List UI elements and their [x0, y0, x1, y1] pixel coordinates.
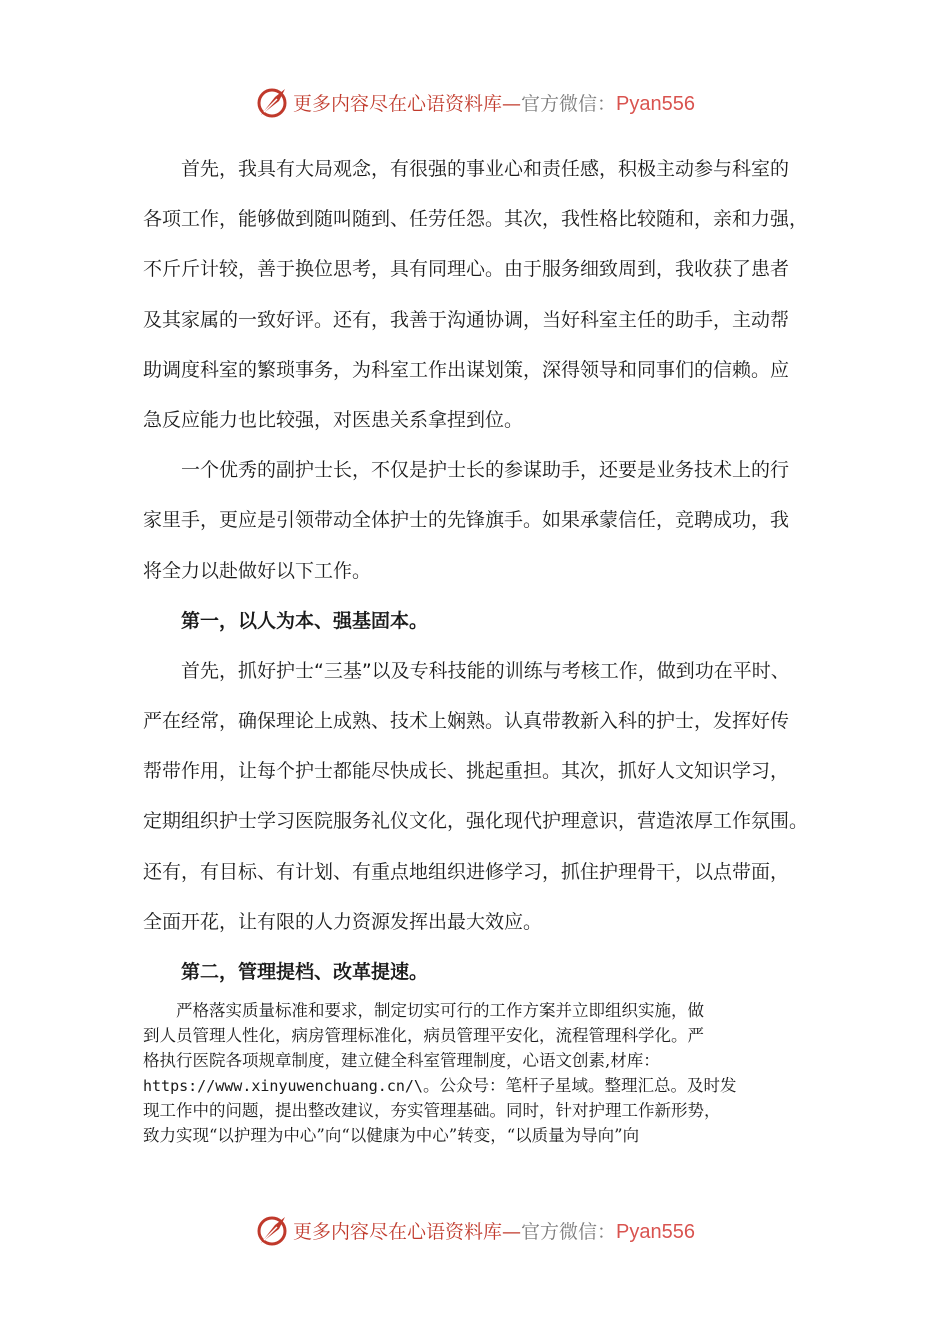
footer-banner — [0, 1210, 950, 1250]
paragraph-line: 不斤斤计较，善于换位思考，具有同理心。由于服务细致周到，我收获了患者 — [143, 258, 790, 281]
paragraph-line: 一个优秀的副护士长，不仅是护士长的参谋助手，还要是业务技术上的行 — [143, 459, 790, 482]
paragraph-line: 帮带作用，让每个护士都能尽快成长、挑起重担。其次，抓好人文知识学习， — [143, 760, 790, 783]
paragraph-line: 定期组织护士学习医院服务礼仪文化，强化现代护理意识，营造浓厚工作氛围。 — [143, 810, 809, 833]
source-url: https://www.xinyuwenchuang.cn/\ — [143, 1077, 423, 1095]
paragraph-line: 格执行医院各项规章制度，建立健全科室管理制度，心语文创素,材库： — [143, 1051, 660, 1070]
paragraph-line: 首先，我具有大局观念，有很强的事业心和责任感，积极主动参与科室的 — [143, 158, 790, 180]
banner-dash: — — [502, 92, 522, 115]
section-heading: 第二，管理提档、改革提速。 — [143, 961, 429, 983]
paragraph-line: 现工作中的问题，提出整改建议，夯实管理基础。同时，针对护理工作新形势， — [143, 1101, 721, 1120]
paragraph-line — [143, 1073, 811, 1098]
small-paragraph — [143, 998, 811, 1148]
banner-dash: — — [502, 1220, 522, 1243]
paragraph-line: 首先，抓好护士“三基”以及专科技能的训练与考核工作，做到功在平时、 — [143, 659, 790, 682]
paragraph-line: 还有，有目标、有计划、有重点地组织进修学习，抓住护理骨干，以点带面， — [143, 860, 790, 883]
paragraph-line: 严在经常，确保理论上成熟、技术上娴熟。认真带教新入科的护士，发挥好传 — [143, 710, 790, 733]
quill-logo-icon — [255, 85, 289, 119]
quill-logo-icon — [255, 1213, 289, 1247]
url-trailing-text: 。公众号：笔杆子星域。整理汇总。及时发 — [422, 1076, 737, 1095]
paragraph-line: 严格落实质量标准和要求，制定切实可行的工作方案并立即组织实施，做 — [143, 1001, 704, 1020]
paragraph-line: 到人员管理人性化，病房管理标准化，病员管理平安化，流程管理科学化。严 — [143, 1026, 704, 1045]
banner-wechat-id: Pyan556 — [616, 92, 695, 115]
banner-wechat-id: Pyan556 — [616, 1220, 695, 1243]
banner-main-text: 更多内容尽在心语资料库 — [293, 92, 503, 115]
banner-wechat-label: 官方微信： — [521, 1220, 617, 1243]
paragraph-line: 助调度科室的繁琐事务，为科室工作出谋划策，深得领导和同事们的信赖。应 — [143, 358, 790, 381]
paragraph-line: 将全力以赴做好以下工作。 — [143, 559, 372, 582]
banner-main-text: 更多内容尽在心语资料库 — [293, 1220, 503, 1243]
paragraph-line: 全面开花，让有限的人力资源发挥出最大效应。 — [143, 910, 543, 933]
section-heading: 第一，以人为本、强基固本。 — [143, 609, 429, 632]
banner-wechat-label: 官方微信： — [521, 92, 617, 115]
paragraph-line: 急反应能力也比较强，对医患关系拿捏到位。 — [143, 408, 524, 431]
paragraph-line: 及其家属的一致好评。还有，我善于沟通协调，当好科室主任的助手，主动帮 — [143, 308, 790, 331]
paragraph-line: 家里手，更应是引领带动全体护士的先锋旗手。如果承蒙信任，竞聘成功，我 — [143, 509, 790, 532]
paragraph-line: 各项工作，能够做到随叫随到、任劳任怨。其次，我性格比较随和，亲和力强， — [143, 208, 809, 231]
header-banner — [0, 82, 950, 122]
document-body — [143, 144, 811, 997]
paragraph-line: 致力实现“以护理为中心”向“以健康为中心”转变，“以质量为导向”向 — [143, 1126, 640, 1145]
